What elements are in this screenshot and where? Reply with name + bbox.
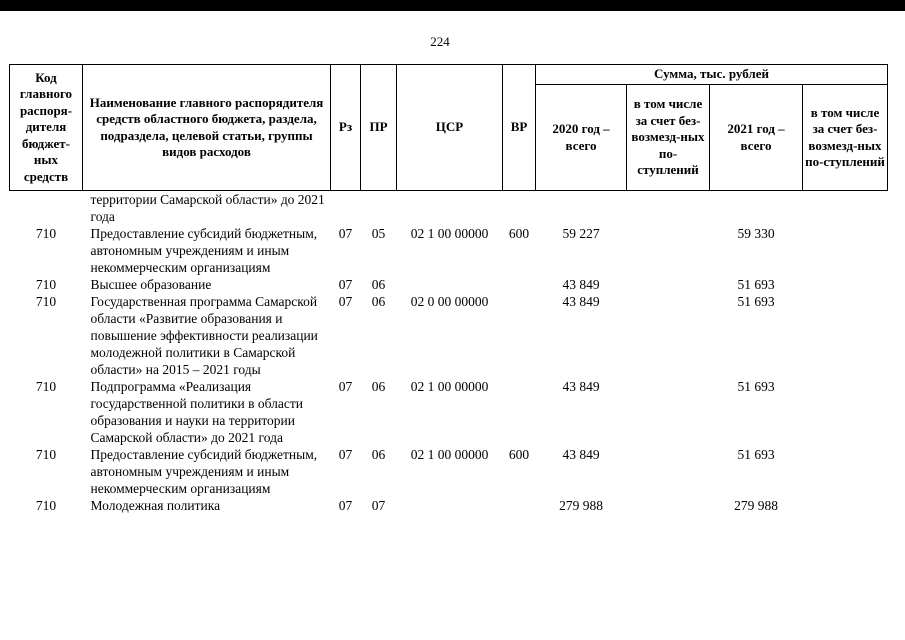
row-name: Предоставление субсидий бюджетным, автономным учреждениям и иным некоммерческим организациям	[90, 226, 318, 275]
table-header	[10, 65, 888, 191]
row-2021-free	[803, 191, 888, 226]
row-vr	[503, 293, 536, 378]
row-2021-free	[803, 293, 888, 378]
row-2020-total: 43 849	[562, 447, 600, 462]
row-code	[10, 191, 83, 226]
header-csr: ЦСР	[397, 65, 503, 191]
row-rz: 07	[338, 226, 353, 241]
row-rz: 07	[338, 277, 353, 292]
row-csr: 02 1 00 00000	[410, 447, 489, 462]
row-pr: 05	[371, 226, 386, 241]
header-code: Код главного распоря-дителя бюджет-ных средств	[10, 65, 83, 191]
row-2021-total	[710, 191, 803, 226]
row-csr: 02 1 00 00000	[410, 379, 489, 394]
row-2021-total: 59 330	[737, 226, 775, 241]
row-2020-total: 43 849	[562, 379, 600, 394]
table-row	[10, 225, 888, 276]
page-number: 224	[430, 34, 450, 49]
header-sum: Сумма, тыс. рублей	[536, 65, 888, 85]
row-2021-total: 51 693	[737, 447, 775, 462]
header-pr: ПР	[361, 65, 397, 191]
row-2020-free	[627, 446, 710, 497]
header-rz: Рз	[331, 65, 361, 191]
row-vr	[503, 191, 536, 226]
table-row	[10, 446, 888, 497]
row-pr: 06	[371, 294, 386, 309]
row-pr: 07	[371, 498, 386, 513]
row-csr	[397, 276, 503, 293]
row-2021-free	[803, 446, 888, 497]
row-2021-free	[803, 378, 888, 446]
row-name: Предоставление субсидий бюджетным, автономным учреждениям и иным некоммерческим организациям	[90, 447, 318, 496]
row-name: Молодежная политика	[90, 498, 221, 513]
row-vr: 600	[508, 447, 530, 462]
row-vr	[503, 276, 536, 293]
table-row	[10, 497, 888, 514]
row-code: 710	[35, 226, 57, 241]
row-rz: 07	[338, 447, 353, 462]
table-row	[10, 378, 888, 446]
row-vr	[503, 378, 536, 446]
header-2021-total: 2021 год – всего	[710, 85, 803, 191]
row-2021-total: 51 693	[737, 277, 775, 292]
header-2020-total: 2020 год – всего	[536, 85, 627, 191]
header-2020-free: в том числе за счет без-возмезд-ных по-ступлений	[627, 85, 710, 191]
row-code: 710	[35, 294, 57, 309]
row-csr	[397, 497, 503, 514]
row-rz: 07	[338, 294, 353, 309]
row-2021-total: 51 693	[737, 379, 775, 394]
row-pr	[361, 191, 397, 226]
row-name: территории Самарской области» до 2021 года	[90, 192, 325, 224]
table-row	[10, 293, 888, 378]
row-code: 710	[35, 379, 57, 394]
top-black-bar	[0, 0, 905, 11]
row-rz: 07	[338, 379, 353, 394]
row-pr: 06	[371, 447, 386, 462]
row-2021-total: 279 988	[734, 498, 778, 513]
table-body	[10, 191, 888, 515]
header-2021-free: в том числе за счет без-возмезд-ных по-ступлений	[803, 85, 888, 191]
row-2021-total: 51 693	[737, 294, 775, 309]
row-2021-free	[803, 276, 888, 293]
row-2020-free	[627, 497, 710, 514]
row-2020-free	[627, 225, 710, 276]
row-2020-free	[627, 191, 710, 226]
row-vr	[503, 497, 536, 514]
row-rz: 07	[338, 498, 353, 513]
row-2020-total: 43 849	[562, 294, 600, 309]
table-row	[10, 191, 888, 226]
row-name: Высшее образование	[90, 277, 212, 292]
row-name: Государственная программа Самарской области «Развитие образования и повышение эффективности реализации молодежной политики в Самарской области» на 2015 – 2021 годы	[90, 294, 318, 377]
row-rz	[331, 191, 361, 226]
row-code: 710	[35, 277, 57, 292]
row-pr: 06	[371, 277, 386, 292]
row-2020-total: 279 988	[559, 498, 603, 513]
row-pr: 06	[371, 379, 386, 394]
row-2021-free	[803, 225, 888, 276]
row-2020-total: 59 227	[562, 226, 600, 241]
row-2020-total	[536, 191, 627, 226]
row-vr: 600	[508, 226, 530, 241]
header-name: Наименование главного распорядителя средств областного бюджета, раздела, подраздела, целевой статьи, группы видов расходов	[83, 65, 331, 191]
budget-table	[9, 64, 888, 514]
row-csr: 02 0 00 00000	[410, 294, 489, 309]
table-row	[10, 276, 888, 293]
row-2021-free	[803, 497, 888, 514]
row-2020-free	[627, 276, 710, 293]
header-vr: ВР	[503, 65, 536, 191]
row-csr: 02 1 00 00000	[410, 226, 489, 241]
row-code: 710	[35, 498, 57, 513]
row-code: 710	[35, 447, 57, 462]
row-2020-free	[627, 378, 710, 446]
row-2020-total: 43 849	[562, 277, 600, 292]
row-name: Подпрограмма «Реализация государственной политики в области образования и науки на территории Самарской области» до 2021 года	[90, 379, 304, 445]
row-2020-free	[627, 293, 710, 378]
row-csr	[397, 191, 503, 226]
